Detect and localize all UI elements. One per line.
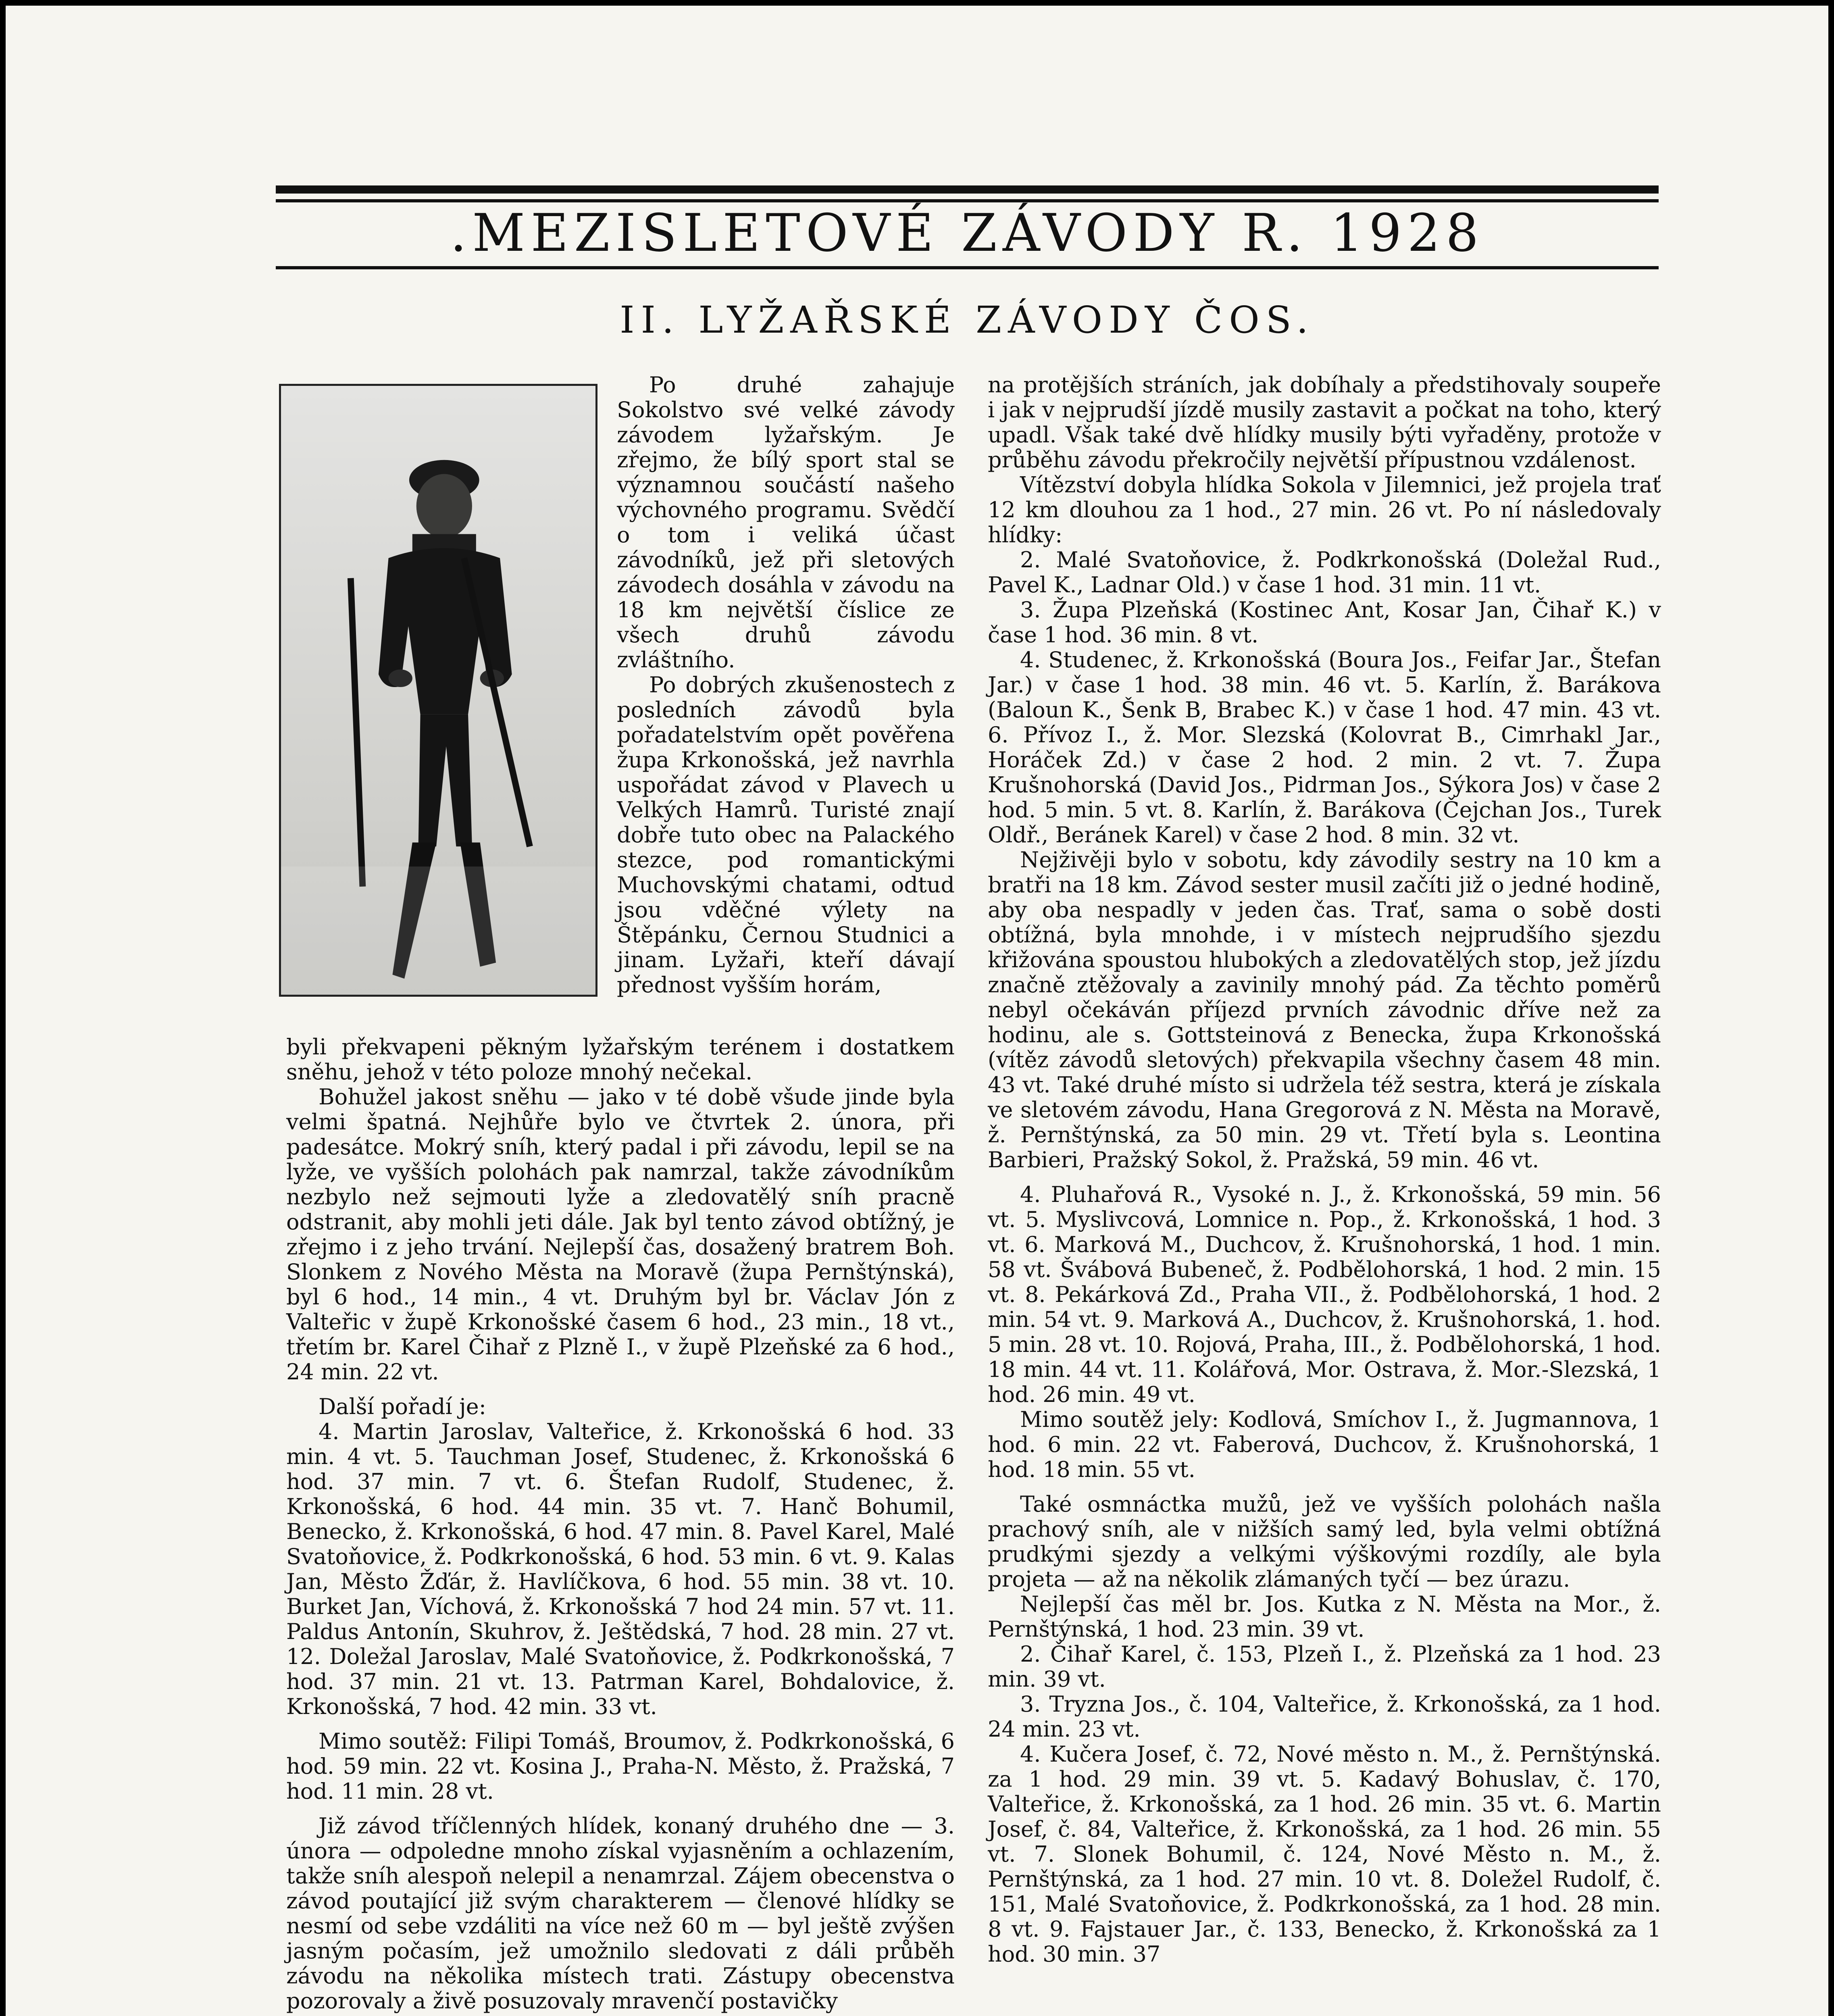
paragraph: Mimo soutěž: Filipi Tomáš, Broumov, ž. Podkrkonošská, 6 hod. 59 min. 22 vt. Kosina J., Praha-N. Město, ž. Pražská, 7 hod. 11 min. 28 vt. bbox=[286, 1729, 955, 1804]
paragraph: 3. Župa Plzeňská (Kostinec Ant, Kosar Jan, Čihař K.) v čase 1 hod. 36 min. 8 vt. bbox=[988, 597, 1661, 648]
paragraph: 4. Martin Jaroslav, Valteřice, ž. Krkonošská 6 hod. 33 min. 4 vt. 5. Tauchman Josef, Studenec, ž. Krkonošská 6 hod. 37 min. 7 vt. 6. Štefan Rudolf, Studenec, ž. Krkonošská, 6 hod. 44 min. 35 vt. 7. Hanč Bohumil, Benecko, ž. Krkonošská, 6 hod. 47 min. 8. Pavel Karel, Malé Svatoňovice, ž. Podkrkonošská, 6 hod. 53 min. 6 vt. 9. Kalas Jan, Město Žďár, ž. Havlíčkova, 6 hod. 55 min. 38 vt. 10. Burket Jan, Víchová, ž. Krkonošská 7 hod 24 min. 57 vt. 11. Paldus Antonín, Skuhrov, ž. Ještědská, 7 hod. 28 min. 27 vt. 12. Doležal Jaroslav, Malé Svatoňovice, ž. Podkrkonošská, 7 hod. 37 min. 21 vt. 13. Patrman Karel, Bohdalovice, ž. Krkonošská, 7 hod. 42 min. 33 vt. bbox=[286, 1419, 955, 1719]
paragraph: Po druhé zahajuje Sokolstvo své velké závody závodem lyžařským. Je zřejmo, že bílý sport stal se významnou součástí našeho výchovného programu. Svědčí o tom i veliká účast závodníků, jež při sletových závodech dosáhla v závodu na 18 km největší číslice ze všech druhů závodu zvláštního. bbox=[617, 372, 955, 673]
paragraph: Nejlepší čas měl br. Jos. Kutka z N. Města na Mor., ž. Pernštýnská, 1 hod. 23 min. 39 vt. bbox=[988, 1591, 1661, 1642]
magazine-page bbox=[6, 6, 1828, 2016]
skier-photo bbox=[279, 384, 597, 997]
paragraph: Mimo soutěž jely: Kodlová, Smíchov I., ž. Jugmannova, 1 hod. 6 min. 22 vt. Faberová, Duchcov, ž. Krušnohorská, 1 hod. 18 min. 55 vt. bbox=[988, 1407, 1661, 1482]
paragraph: Také osmnáctka mužů, jež ve vyšších polohách našla prachový sníh, ale v nižších samý led, byla velmi obtížná prudkými sjezdy a velkými výškovými rozdíly, ale byla projeta — až na několik zlámaných tyčí — bez úrazu. bbox=[988, 1491, 1661, 1592]
paragraph: Bohužel jakost sněhu — jako v té době všude jinde byla velmi špatná. Nejhůře bylo ve čtvrtek 2. února, při padesátce. Mokrý sníh, který padal i při závodu, lepil se na lyže, ve vyšších polohách pak namrzal, takže závodníkům nezbylo než sejmouti lyže a zledovatělý sníh pracně odstranit, aby mohli jeti dále. Jak byl tento závod obtížný, je zřejmo i z jeho trvání. Nejlepší čas, dosažený bratrem Boh. Slonkem z Nového Města na Moravě (župa Pernštýnská), byl 6 hod., 14 min., 4 vt. Druhým byl br. Václav Jón z Valteřic v župě Krkonošské časem 6 hod., 23 min., 18 vt., třetím br. Karel Čihař z Plzně I., v župě Plzeňské za 6 hod., 24 min. 22 vt. bbox=[286, 1084, 955, 1385]
paragraph: Po dobrých zkušenostech z posledních závodů byla pořadatelstvím opět pověřena župa Krkonošská, jež navrhla uspořádat závod v Plavech u Velkých Hamrů. Turisté znají dobře tuto obec na Palackého stezce, pod romantickými Muchovskými chatami, odtud jsou vděčné výlety na Štěpánku, Černou Studnici a jinam. Lyžaři, kteří dávají přednost vyšším horám, bbox=[617, 672, 955, 998]
column-c bbox=[988, 373, 1661, 1967]
header-rule-thin bbox=[276, 199, 1659, 202]
paragraph: 4. Pluhařová R., Vysoké n. J., ž. Krkonošská, 59 min. 56 vt. 5. Myslivcová, Lomnice n. Pop., ž. Krkonošská, 1 hod. 3 vt. 6. Marková M., Duchcov, ž. Krušnohorská, 1 hod. 1 min. 58 vt. Švábová Bubeneč, ž. Podbělohorská, 1 hod. 2 min. 15 vt. 8. Pekárková Zd., Praha VII., ž. Podbělohorská, 1 hod. 2 min. 54 vt. 9. Marková A., Duchcov, ž. Krušnohorská, 1. hod. 5 min. 28 vt. 10. Rojová, Praha, III., ž. Podbělohorská, 1 hod. 18 min. 44 vt. 11. Kolářová, Mor. Ostrava, ž. Mor.-Slezská, 1 hod. 26 min. 49 vt. bbox=[988, 1182, 1661, 1407]
article-title: II. LYŽAŘSKÉ ZÁVODY ČOS. bbox=[620, 298, 1315, 342]
paragraph: byli překvapeni pěkným lyžařským terénem i dostatkem sněhu, jehož v této poloze mnohý nečekal. bbox=[286, 1034, 955, 1085]
paragraph: Nejživěji bylo v sobotu, kdy závodily sestry na 10 km a bratři na 18 km. Závod sester musil začíti již o jedné hodině, aby oba nespadly v jeden čas. Trať, sama o sobě dosti obtížná, byla mnohde, i v místech nejprudšího sjezdu křižována spoustou hlubokých a zledovatělých stop, jež jízdu značně ztěžovaly a zavinily mnohý pád. Za těchto poměrů nebyl očekáván příjezd prvních závodnic dříve než za hodinu, ale s. Gottsteinová z Benecka, župa Krkonošská (vítěz závodů sletových) překvapila všechny časem 48 min. 43 vt. Také druhé místo si udržela též sestra, která je získala ve sletovém závodu, Hana Gregorová z N. Města na Moravě, ž. Pernštýnská, za 50 min. 29 vt. Třetí byla s. Leontina Barbieri, Pražský Sokol, ž. Pražská, 59 min. 46 vt. bbox=[988, 847, 1661, 1173]
paragraph: Vítězství dobyla hlídka Sokola v Jilemnici, jež projela trať 12 km dlouhou za 1 hod., 27 min. 26 vt. Po ní následovaly hlídky: bbox=[988, 472, 1661, 548]
skier-photo-icon bbox=[281, 386, 595, 995]
paragraph: 4. Kučera Josef, č. 72, Nové město n. M., ž. Pernštýnská. za 1 hod. 29 min. 39 vt. 5. Kadavý Bohuslav, č. 170, Valteřice, ž. Krkonošská, za 1 hod. 26 min. 35 vt. 6. Martin Josef, č. 84, Valteřice, ž. Krkonošská, za 1 hod. 26 min. 55 vt. 7. Slonek Bohumil, č. 124, Nové Město n. M., ž. Pernštýnská, za 1 hod. 27 min. 10 vt. 8. Doležel Rudolf, č. 151, Malé Svatoňovice, ž. Podkrkonošská, za 1 hod. 28 min. 8 vt. 9. Fajstauer Jar., č. 133, Benecko, ž. Krkonošská za 1 hod. 30 min. 37 bbox=[988, 1741, 1661, 1967]
paragraph: 3. Tryzna Jos., č. 104, Valteřice, ž. Krkonošská, za 1 hod. 24 min. 23 vt. bbox=[988, 1691, 1661, 1742]
header-rule-thick bbox=[276, 185, 1659, 194]
paragraph: 2. Čihař Karel, č. 153, Plzeň I., ž. Plzeňská za 1 hod. 23 min. 39 vt. bbox=[988, 1641, 1661, 1692]
paragraph: na protějších stráních, jak dobíhaly a předstihovaly soupeře i jak v nejprudší jízdě musily zastavit a počkat na toho, který upadl. Však také dvě hlídky musily býti vyřaděny, protože v průběhu závodu překročily největší přípustnou vzdálenost. bbox=[988, 372, 1661, 473]
paragraph: Již závod tříčlenných hlídek, konaný druhého dne — 3. února — odpoledne mnoho získal vyjasněním a ochlazením, takže sníh alespoň nelepil a nenamrzal. Zájem obecenstva o závod poutající již svým charakterem — členové hlídky se nesmí od sebe vzdáliti na více než 60 m — byl ještě zvýšen jasným počasím, jež umožnilo sledovati z dáli průběh závodu na několika místech trati. Zástupy obecenstva pozorovaly a živě posuzovaly mravenčí postavičky bbox=[286, 1813, 955, 2014]
paragraph: Další pořadí je: bbox=[319, 1394, 486, 1419]
column-a bbox=[617, 373, 955, 998]
page-title: .MEZISLETOVÉ ZÁVODY R. 1928 bbox=[450, 203, 1484, 263]
paragraph: 4. Studenec, ž. Krkonošská (Boura Jos., Feifar Jar., Štefan Jar.) v čase 1 hod. 38 min. 46 vt. 5. Karlín, ž. Barákova (Baloun K., Šenk B, Brabec K.) v čase 1 hod. 47 min. 43 vt. 6. Přívoz I., ž. Mor. Slezská (Kolovrat B., Cimrhakl Jar., Horáček Zd.) v čase 2 hod. 2 min. 2 vt. 7. Župa Krušnohorská (David Jos., Pidrman Jos., Sýkora Jos) v čase 2 hod. 5 min. 5 vt. 8. Karlín, ž. Barákova (Čejchan Jos., Turek Oldř., Beránek Karel) v čase 2 hod. 8 min. 32 vt. bbox=[988, 647, 1661, 848]
column-b bbox=[286, 1035, 955, 2014]
paragraph: 2. Malé Svatoňovice, ž. Podkrkonošská (Doležal Rud., Pavel K., Ladnar Old.) v čase 1 hod. 31 min. 11 vt. bbox=[988, 547, 1661, 598]
title-rule bbox=[276, 266, 1659, 269]
